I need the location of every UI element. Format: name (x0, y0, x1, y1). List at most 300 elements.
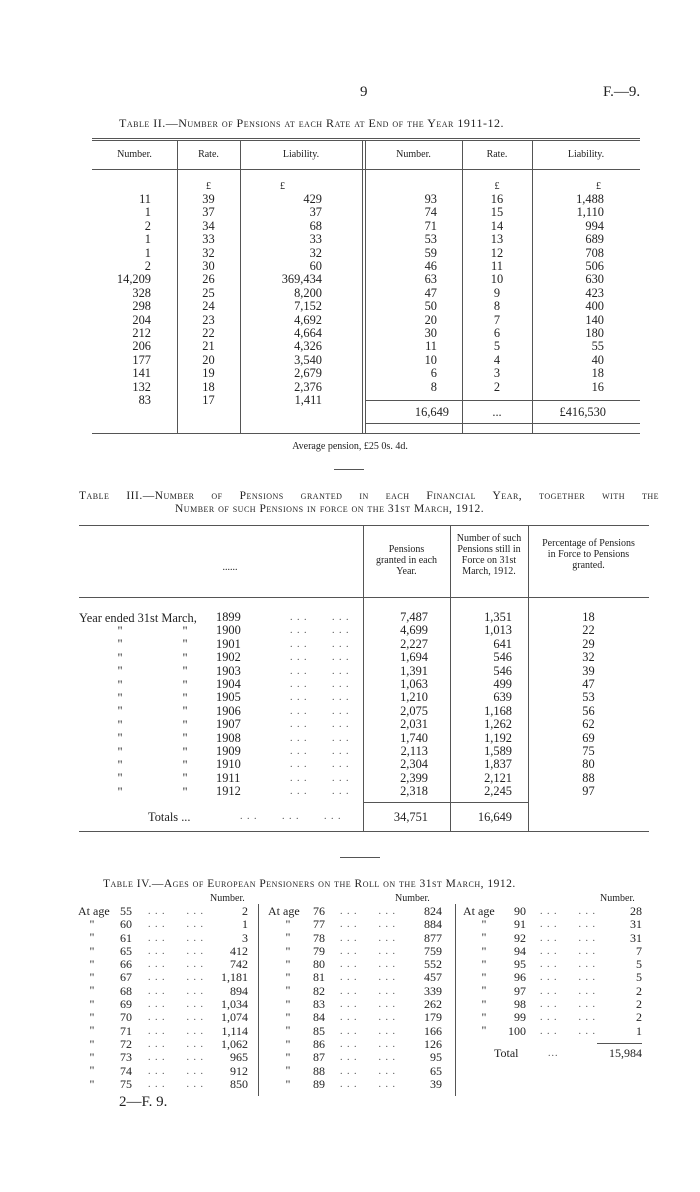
t4-col2-ages (313, 905, 325, 1091)
t3-ditto: " (182, 624, 188, 638)
t3-leader: . . . . . . (290, 732, 350, 744)
t3-cell-granted: 2,075 (400, 703, 428, 718)
t3-leader: . . . . . . (290, 612, 350, 623)
t2-cell-liability: 68 (309, 218, 322, 233)
t2-cell-liability: 40 (591, 352, 604, 367)
t2-currency-liability-right: £ (596, 181, 601, 192)
t3-cell-in-force: 1,837 (484, 757, 512, 772)
t4-cell-number: 824 (424, 904, 442, 918)
t2-cell-liability: 18 (591, 366, 604, 381)
t2-left-rate-column (177, 193, 240, 408)
t2-right-rate-column (462, 193, 532, 394)
t4-leader: . . . . . . (148, 945, 204, 957)
t3-ditto: " (117, 704, 123, 719)
t4-ditto: " (285, 956, 291, 971)
t4-cell-age: 70 (120, 1010, 132, 1025)
t2-cell-liability: 506 (585, 259, 604, 274)
document-code: F.—9. (603, 84, 641, 100)
t3-cell-percentage: 53 (582, 690, 595, 705)
t2-cell-number: 74 (424, 205, 437, 220)
t4-cell-age: 71 (120, 1023, 132, 1038)
t4-cell-age: 61 (120, 930, 132, 945)
t2-right-liability-column (532, 193, 604, 394)
t2-cell-number: 298 (132, 299, 151, 314)
t4-cell-number: 1,114 (221, 1023, 248, 1038)
t4-cell-number: 166 (424, 1023, 442, 1038)
t3-cell-granted: 1,694 (400, 650, 428, 665)
t3-header-blank: ...... (222, 562, 238, 573)
t4-leader: . . . . . . (340, 906, 396, 917)
t2-cell-rate: 9 (493, 285, 501, 300)
t4-at-age-3: At age (463, 904, 495, 918)
t3-cell-in-force: 1,192 (484, 730, 512, 745)
t2-cell-number: 59 (424, 245, 437, 260)
t3-cell-percentage: 32 (582, 650, 595, 665)
t2-header-number-right: Number. (396, 149, 431, 160)
t2-cell-liability: 423 (585, 285, 604, 300)
table4-title: Table IV.—Ages of European Pensioners on the Roll on the 31st March, 1912. (103, 878, 516, 890)
t2-cell-rate: 37 (202, 205, 215, 220)
t4-leader: . . . . . . (340, 972, 396, 984)
t2-cell-rate: 19 (202, 366, 215, 381)
t3-dot-leaders (290, 611, 360, 799)
t2-cell-number: 328 (132, 285, 151, 300)
t4-cell-number: 262 (424, 997, 442, 1012)
t4-ditto: " (285, 1023, 291, 1038)
t3-cell-percentage: 69 (582, 730, 595, 745)
t3-cell-year: 1901 (216, 636, 241, 651)
t4-leader: . . . . . . (148, 1078, 204, 1090)
t2-total-rate: ... (492, 405, 502, 419)
t4-cell-number: 7 (636, 943, 642, 958)
t3-cell-in-force: 1,013 (484, 623, 512, 638)
t3-cell-percentage: 97 (582, 784, 595, 799)
t3-totals-leader: . . . . . . . . . (240, 811, 342, 822)
t3-row-prefix: Year ended 31st March, (79, 611, 197, 625)
t2-cell-liability: 55 (591, 339, 604, 354)
t4-cell-age: 83 (313, 997, 325, 1012)
t2-cell-liability: 708 (585, 245, 604, 260)
t4-ditto: " (89, 983, 95, 998)
t3-leader: . . . . . . (290, 786, 350, 798)
t2-cell-liability: 1,411 (294, 393, 322, 408)
t2-cell-number: 2 (144, 259, 151, 274)
t2-cell-rate: 39 (202, 192, 215, 206)
t4-cell-age: 67 (120, 970, 132, 985)
t2-cell-rate: 23 (202, 312, 215, 327)
t4-cell-age: 98 (514, 997, 526, 1012)
t4-col3-ditto (474, 918, 494, 1038)
t3-total-granted: 34,751 (393, 810, 428, 824)
t3-totals-label: Totals ... (148, 810, 191, 824)
t4-leader: . . . . . . (540, 972, 596, 984)
t2-header-rate-left: Rate. (198, 149, 219, 160)
t2-cell-liability: 2,376 (294, 379, 322, 394)
t3-cell-percentage: 18 (582, 610, 595, 624)
t4-cell-age: 76 (313, 904, 325, 918)
t2-cell-number: 63 (424, 272, 437, 287)
t4-ditto: " (285, 943, 291, 958)
t3-cell-granted: 1,210 (400, 690, 428, 705)
t4-cell-age: 72 (120, 1036, 132, 1051)
t4-leader: . . . . . . (340, 932, 396, 944)
t2-left-number-column (95, 193, 151, 408)
t3-cell-granted: 2,318 (400, 784, 428, 799)
t2-cell-rate: 15 (490, 205, 504, 220)
t2-cell-number: 1 (144, 245, 151, 260)
t4-cell-number: 2 (242, 904, 248, 918)
t4-cell-age: 84 (313, 1010, 325, 1025)
t2-cell-number: 20 (424, 312, 437, 327)
t2-cell-rate: 10 (490, 272, 504, 287)
t4-ditto: " (89, 930, 95, 945)
t3-cell-percentage: 56 (582, 703, 595, 718)
t4-leader: . . . . . . (340, 919, 396, 931)
t3-leader: . . . . . . (290, 625, 350, 637)
t2-cell-number: 50 (424, 299, 437, 314)
t4-leader: . . . . . . (540, 1025, 596, 1037)
t2-cell-liability: 2,679 (294, 366, 322, 381)
t4-cell-number: 28 (630, 904, 642, 918)
t3-ditto: " (117, 771, 123, 786)
t3-in-force-column (450, 611, 512, 799)
t4-ditto: " (89, 996, 95, 1011)
t3-ditto: " (117, 650, 123, 665)
t3-cell-granted: 2,227 (400, 636, 428, 651)
t4-ditto: " (89, 970, 95, 985)
t2-cell-liability: 630 (585, 272, 604, 287)
t3-ditto: " (117, 664, 123, 679)
t4-leader: . . . . . . (340, 1038, 396, 1050)
t2-header-number-left: Number. (117, 149, 152, 160)
t2-cell-number: 6 (430, 366, 437, 381)
t2-cell-number: 8 (430, 379, 437, 394)
t4-col1-ages (120, 905, 132, 1091)
t3-year-column (216, 611, 256, 799)
t2-total-liability: £416,530 (559, 405, 606, 419)
t4-cell-number: 95 (430, 1050, 442, 1065)
t4-cell-age: 79 (313, 943, 325, 958)
t2-cell-rate: 14 (490, 218, 504, 233)
t4-cell-age: 55 (120, 904, 132, 918)
t2-cell-number: 2 (144, 218, 151, 233)
table2-title: Table II.—Number of Pensions at each Rate at End of the Year 1911-12. (119, 116, 504, 130)
t2-cell-rate: 20 (202, 352, 215, 367)
t2-cell-liability: 7,152 (294, 299, 322, 314)
t4-leader: . . . . . . (340, 945, 396, 957)
t4-cell-number: 412 (230, 943, 248, 958)
t4-ditto: " (481, 996, 487, 1011)
t4-cell-age: 81 (313, 970, 325, 985)
t4-total-label: Total (494, 1046, 519, 1060)
t3-cell-year: 1899 (216, 610, 241, 624)
t4-ditto: " (481, 917, 487, 931)
t3-leader: . . . . . . (290, 638, 350, 650)
t2-cell-rate: 7 (493, 312, 501, 327)
t3-ditto: " (117, 691, 123, 706)
t3-leader: . . . . . . (290, 652, 350, 664)
t4-cell-number: 65 (430, 1063, 442, 1078)
t4-col1-ditto (82, 918, 102, 1091)
t4-cell-number: 3 (242, 930, 248, 945)
t4-ditto: " (481, 956, 487, 971)
t3-cell-year: 1912 (216, 784, 241, 799)
t4-ditto: " (285, 983, 291, 998)
t4-ditto: " (481, 1010, 487, 1025)
t4-cell-number: 1 (242, 917, 248, 932)
t2-cell-liability: 37 (309, 205, 322, 220)
t4-ditto: " (285, 1076, 291, 1091)
t4-number-header-3: Number. (600, 893, 635, 904)
t4-ditto: " (89, 1036, 95, 1051)
t3-cell-year: 1902 (216, 650, 241, 665)
t4-leader: . . . . . . (540, 919, 596, 931)
t3-leader: . . . . . . (290, 692, 350, 704)
t3-cell-in-force: 546 (493, 650, 512, 665)
t4-ditto: " (89, 1076, 95, 1091)
t4-col3-leaders (540, 905, 596, 1038)
t4-leader: . . . . . . (148, 999, 204, 1011)
t2-cell-liability: 180 (585, 326, 604, 341)
t2-cell-number: 206 (132, 339, 151, 354)
t4-number-header-2: Number. (395, 893, 430, 904)
t4-cell-number: 179 (424, 1010, 442, 1025)
t3-cell-year: 1909 (216, 744, 241, 759)
page-number: 9 (360, 84, 368, 100)
t4-cell-age: 66 (120, 957, 132, 972)
t3-header-in-force: Number of such Pensions still in Force on 31st March, 1912. (456, 533, 522, 577)
t4-ditto: " (285, 996, 291, 1011)
t4-cell-number: 1 (636, 1023, 642, 1038)
t2-cell-rate: 2 (493, 379, 501, 394)
t3-cell-year: 1908 (216, 730, 241, 745)
t4-col3-ages (500, 905, 526, 1038)
t4-cell-age: 68 (120, 983, 132, 998)
t2-cell-liability: 32 (309, 245, 322, 260)
t4-number-header-1: Number. (210, 893, 245, 904)
t2-average-pension: Average pension, £25 0s. 4d. (292, 441, 408, 452)
t4-cell-number: 1,074 (221, 1010, 248, 1025)
t3-cell-in-force: 641 (493, 636, 512, 651)
t4-leader: . . . . . . (148, 932, 204, 944)
t4-cell-number: 2 (636, 1010, 642, 1025)
t2-cell-liability: 369,434 (281, 272, 322, 287)
t2-cell-liability: 1,488 (576, 192, 604, 206)
table3-title-line1: Table III.—Number of Pensions granted in each Financial Year, together with the (79, 490, 659, 502)
t4-ditto: " (285, 1049, 291, 1064)
t4-cell-number: 5 (636, 970, 642, 985)
t3-cell-percentage: 62 (582, 717, 595, 732)
t4-cell-number: 1,034 (221, 997, 248, 1012)
t3-cell-year: 1907 (216, 717, 241, 732)
t2-cell-rate: 26 (202, 272, 215, 287)
t2-cell-liability: 3,540 (294, 352, 322, 367)
t3-leader: . . . . . . (290, 746, 350, 758)
t3-leader: . . . . . . (290, 705, 350, 717)
t4-leader: . . . . . . (148, 972, 204, 984)
t3-cell-in-force: 2,245 (484, 784, 512, 799)
t4-leader: . . . . . . (148, 959, 204, 971)
t3-ditto: " (117, 784, 123, 799)
t3-percentage-column (528, 611, 649, 799)
t2-cell-rate: 22 (202, 326, 215, 341)
t3-cell-granted: 7,487 (400, 610, 428, 624)
t3-cell-year: 1903 (216, 663, 241, 678)
t4-col3-numbers (590, 905, 642, 1038)
t3-leader: . . . . . . (290, 665, 350, 677)
t4-leader: . . . . . . (340, 1052, 396, 1064)
t4-leader: . . . . . . (540, 959, 596, 971)
t4-cell-age: 89 (313, 1076, 325, 1091)
t2-cell-liability: 140 (585, 312, 604, 327)
table3-title-line2: Number of such Pensions in force on the 31st March, 1912. (175, 503, 485, 515)
t4-total-leader: ... (548, 1048, 559, 1059)
t4-cell-age: 90 (514, 904, 526, 918)
t4-cell-age: 74 (120, 1063, 132, 1078)
t3-cell-percentage: 75 (582, 744, 595, 759)
t3-cell-granted: 1,391 (400, 663, 428, 678)
t3-cell-in-force: 2,121 (484, 770, 512, 785)
t3-cell-in-force: 1,351 (484, 610, 512, 624)
t4-leader: . . . . . . (340, 1012, 396, 1024)
t3-cell-in-force: 499 (493, 677, 512, 692)
t3-cell-granted: 2,031 (400, 717, 428, 732)
t3-ditto: " (117, 677, 123, 692)
t4-cell-age: 78 (313, 930, 325, 945)
t4-cell-number: 5 (636, 957, 642, 972)
footer-signature: 2—F. 9. (119, 1094, 168, 1110)
t4-leader: . . . . . . (540, 1012, 596, 1024)
t3-ditto: " (182, 731, 188, 746)
t3-ditto: " (182, 771, 188, 786)
t4-cell-age: 65 (120, 943, 132, 958)
t3-leader: . . . . . . (290, 772, 350, 784)
t4-ditto: " (89, 1063, 95, 1078)
t3-cell-granted: 4,699 (400, 623, 428, 638)
t2-header-liability-right: Liability. (567, 149, 605, 160)
t4-cell-number: 39 (430, 1076, 442, 1091)
t3-cell-year: 1911 (216, 770, 241, 785)
t2-cell-liability: 4,692 (294, 312, 322, 327)
t4-leader: . . . . . . (540, 932, 596, 944)
t4-leader: . . . . . . (340, 1025, 396, 1037)
t4-cell-number: 894 (230, 983, 248, 998)
t2-cell-rate: 17 (202, 393, 215, 408)
t4-cell-age: 88 (313, 1063, 325, 1078)
t4-cell-age: 94 (514, 943, 526, 958)
t2-cell-liability: 60 (309, 259, 322, 274)
t3-cell-year: 1910 (216, 757, 241, 772)
t2-cell-number: 46 (424, 259, 437, 274)
t4-cell-number: 877 (424, 930, 442, 945)
t4-cell-age: 69 (120, 997, 132, 1012)
t4-cell-age: 92 (514, 930, 526, 945)
t3-ditto: " (182, 650, 188, 665)
t3-cell-year: 1906 (216, 703, 241, 718)
t2-cell-number: 11 (139, 192, 151, 206)
t4-leader: . . . . . . (148, 1065, 204, 1077)
t4-ditto: " (481, 970, 487, 985)
t2-cell-number: 71 (424, 218, 437, 233)
t4-leader: . . . . . . (340, 985, 396, 997)
t2-cell-number: 14,209 (116, 272, 151, 287)
t2-cell-rate: 18 (202, 379, 215, 394)
t4-leader: . . . . . . (540, 906, 596, 917)
t4-ditto: " (89, 1049, 95, 1064)
t4-leader: . . . . . . (148, 1052, 204, 1064)
t3-ditto: " (182, 691, 188, 706)
t2-cell-liability: 994 (585, 218, 604, 233)
t4-ditto: " (89, 1010, 95, 1025)
t4-leader: . . . . . . (148, 919, 204, 931)
t3-cell-year: 1905 (216, 690, 241, 705)
t2-cell-liability: 4,326 (294, 339, 322, 354)
t3-cell-granted: 2,304 (400, 757, 428, 772)
t4-cell-age: 97 (514, 983, 526, 998)
t4-cell-age: 100 (508, 1023, 526, 1038)
t2-cell-number: 177 (132, 352, 151, 367)
t3-cell-year: 1900 (216, 623, 241, 638)
t3-ditto: " (182, 717, 188, 732)
t4-col1-numbers (180, 905, 248, 1091)
t2-cell-rate: 21 (202, 339, 215, 354)
t3-cell-granted: 1,063 (400, 677, 428, 692)
t2-cell-liability: 8,200 (294, 285, 322, 300)
t4-at-age-2: At age (268, 904, 300, 918)
t3-cell-in-force: 1,262 (484, 717, 512, 732)
t3-leader: . . . . . . (290, 679, 350, 691)
t2-cell-rate: 4 (493, 352, 501, 367)
t2-cell-liability: 400 (585, 299, 604, 314)
t3-ditto: " (182, 704, 188, 719)
t3-total-in-force: 16,649 (477, 810, 512, 824)
t4-cell-number: 31 (630, 930, 642, 945)
t3-ditto: " (117, 624, 123, 638)
t3-ditto: " (182, 637, 188, 652)
t3-leader: . . . . . . (290, 759, 350, 771)
t2-header-liability-left: Liability. (282, 149, 320, 160)
t3-cell-percentage: 88 (582, 770, 595, 785)
t2-cell-number: 11 (425, 339, 437, 354)
t4-cell-number: 126 (424, 1036, 442, 1051)
t3-ditto-column-2 (165, 625, 205, 799)
t3-header-percentage: Percentage of Pensions in Force to Pensions granted. (542, 538, 635, 571)
t4-ditto: " (481, 983, 487, 998)
t2-cell-liability: 4,664 (294, 326, 322, 341)
t2-cell-number: 10 (424, 352, 437, 367)
t2-cell-number: 1 (144, 205, 151, 220)
t3-ditto: " (117, 717, 123, 732)
t4-ditto: " (285, 970, 291, 985)
t2-cell-number: 212 (132, 326, 151, 341)
t4-leader: . . . . . . (148, 906, 204, 917)
t2-left-liability-column (240, 193, 322, 408)
t3-ditto-column-1 (100, 625, 140, 799)
t4-cell-age: 73 (120, 1050, 132, 1065)
t4-ditto: " (89, 943, 95, 958)
t3-ditto: " (117, 744, 123, 759)
t3-cell-percentage: 47 (582, 677, 595, 692)
t4-leader: . . . . . . (148, 1012, 204, 1024)
t4-cell-age: 82 (313, 983, 325, 998)
t4-leader: . . . . . . (148, 1025, 204, 1037)
t3-ditto: " (117, 731, 123, 746)
t2-cell-rate: 30 (202, 259, 215, 274)
t2-currency-rate-right: £ (494, 181, 500, 192)
t3-ditto: " (182, 677, 188, 692)
t4-cell-age: 77 (313, 917, 325, 932)
t4-cell-number: 912 (230, 1063, 248, 1078)
